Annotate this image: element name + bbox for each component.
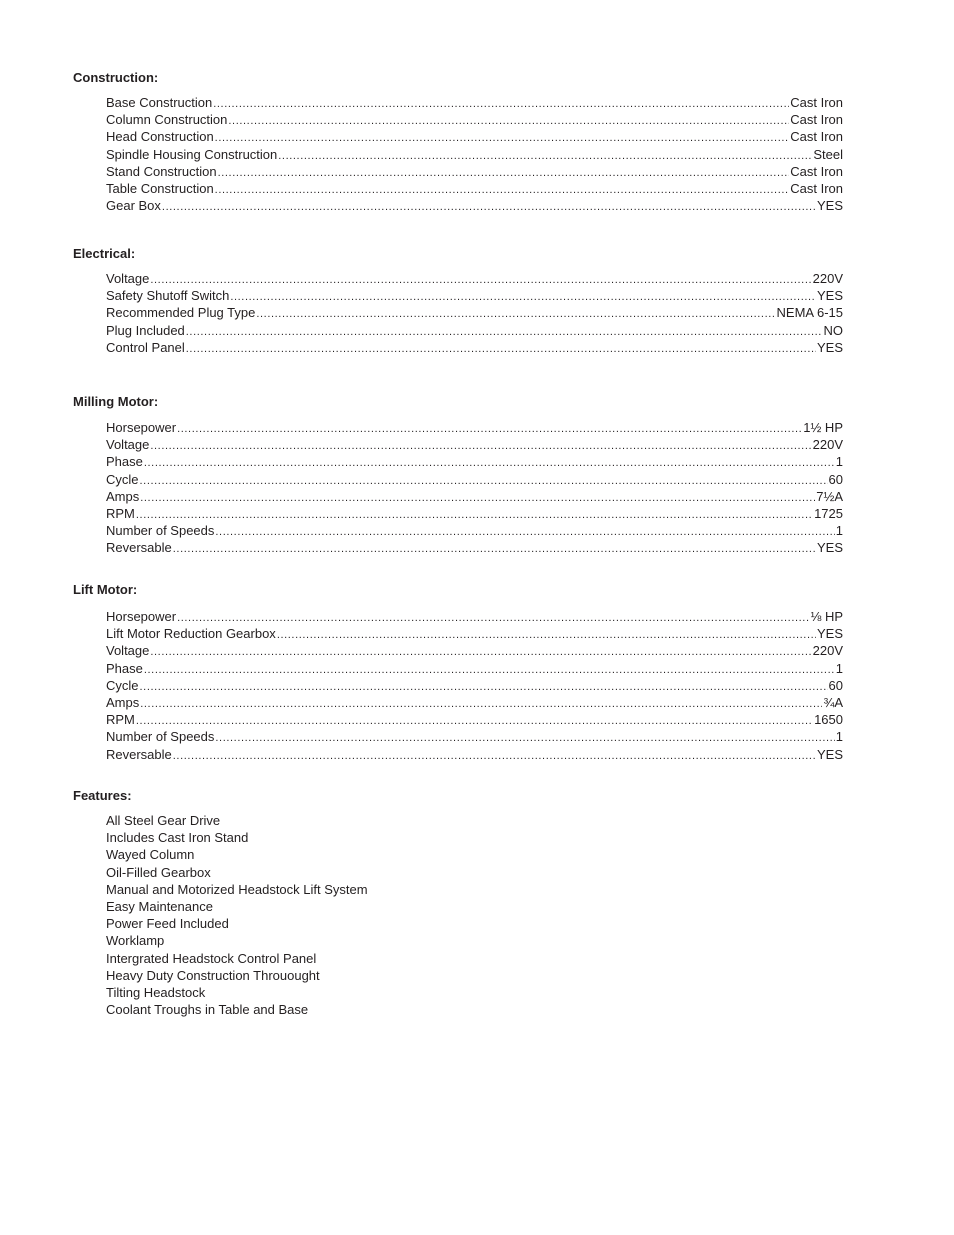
dot-leader — [173, 541, 816, 556]
spec-row — [106, 128, 843, 145]
dot-leader — [278, 148, 812, 163]
spec-label: Reversable — [106, 746, 172, 762]
dot-leader — [144, 455, 835, 470]
spec-value: 1725 — [814, 505, 843, 521]
dot-leader — [140, 473, 828, 488]
spec-row — [106, 197, 843, 214]
spec-label: Number of Speeds — [106, 729, 215, 745]
spec-value: YES — [816, 540, 843, 556]
dot-leader — [173, 748, 816, 763]
features-section — [73, 788, 843, 1018]
spec-row — [106, 180, 843, 197]
spec-label: Spindle Housing Construction — [106, 146, 278, 162]
dot-leader — [228, 113, 789, 128]
spec-label: Cycle — [106, 471, 139, 487]
dot-leader — [213, 96, 789, 111]
spec-row — [106, 660, 843, 677]
spec-label: Recommended Plug Type — [106, 305, 256, 321]
feature-item: Wayed Column — [106, 847, 195, 863]
spec-value: NEMA 6-15 — [776, 305, 843, 321]
spec-value: YES — [816, 288, 843, 304]
milling-motor-section — [73, 394, 843, 557]
dot-leader — [230, 289, 816, 304]
feature-item: Tilting Headstock — [106, 984, 206, 1000]
spec-label: Number of Speeds — [106, 523, 215, 539]
dot-leader — [177, 610, 809, 625]
spec-value: 1½ HP — [803, 420, 843, 435]
dot-leader — [140, 679, 828, 694]
dot-leader — [186, 324, 823, 339]
spec-row — [106, 539, 843, 556]
spec-value: YES — [816, 198, 843, 214]
spec-value: 1650 — [814, 712, 843, 728]
dot-leader — [215, 524, 834, 539]
spec-value: 220V — [812, 643, 843, 659]
feature-item: Oil-Filled Gearbox — [106, 864, 211, 880]
spec-value: Cast Iron — [790, 95, 843, 110]
spec-value: NO — [823, 322, 843, 338]
spec-label: Reversable — [106, 540, 172, 556]
spec-value: 220V — [812, 437, 843, 453]
dot-leader — [140, 696, 822, 711]
spec-label: Phase — [106, 454, 143, 470]
dot-leader — [218, 165, 790, 180]
spec-label: Control Panel — [106, 339, 185, 355]
spec-value: Steel — [813, 146, 843, 162]
spec-value: 220V — [812, 271, 843, 286]
features-heading: Features: — [73, 788, 132, 803]
lift-motor-list — [106, 608, 843, 763]
spec-row — [106, 694, 843, 711]
dot-leader — [177, 421, 802, 436]
spec-label: Amps — [106, 488, 140, 504]
dot-leader — [150, 272, 811, 287]
dot-leader — [277, 627, 816, 642]
dot-leader — [150, 644, 811, 659]
spec-row — [106, 436, 843, 453]
spec-label: Stand Construction — [106, 163, 217, 179]
spec-value: ¾A — [823, 694, 843, 710]
feature-item: Easy Maintenance — [106, 898, 213, 914]
construction-list — [106, 94, 843, 214]
dot-leader — [162, 199, 816, 214]
spec-label: Head Construction — [106, 129, 214, 145]
spec-label: Phase — [106, 660, 143, 676]
feature-item: Power Feed Included — [106, 916, 229, 932]
spec-label: Column Construction — [106, 112, 228, 128]
spec-label: Voltage — [106, 437, 150, 453]
spec-value: 60 — [828, 471, 843, 487]
electrical-section — [73, 246, 843, 356]
lift-motor-section — [73, 582, 843, 763]
dot-leader — [215, 130, 790, 145]
spec-label: RPM — [106, 712, 135, 728]
spec-value: 1 — [835, 660, 843, 676]
spec-label: RPM — [106, 505, 135, 521]
spec-label: Base Construction — [106, 95, 213, 110]
spec-label: Gear Box — [106, 198, 161, 214]
dot-leader — [186, 341, 816, 356]
spec-row — [106, 94, 843, 111]
features-list — [106, 812, 843, 1018]
spec-value: 7½A — [816, 488, 843, 504]
dot-leader — [215, 182, 790, 197]
lift-motor-heading: Lift Motor: — [73, 582, 138, 597]
spec-row — [106, 677, 843, 694]
spec-value: YES — [816, 339, 843, 355]
milling-motor-heading: Milling Motor: — [73, 394, 159, 409]
spec-label: Plug Included — [106, 322, 185, 338]
spec-row — [106, 642, 843, 659]
spec-label: Horsepower — [106, 609, 177, 624]
spec-label: Lift Motor Reduction Gearbox — [106, 626, 276, 642]
spec-row — [106, 505, 843, 522]
spec-row — [106, 146, 843, 163]
construction-section — [73, 70, 843, 214]
dot-leader — [140, 490, 815, 505]
milling-motor-list — [106, 419, 843, 557]
spec-row — [106, 728, 843, 745]
spec-label: Voltage — [106, 271, 150, 286]
spec-row — [106, 163, 843, 180]
spec-value: Cast Iron — [790, 112, 843, 128]
spec-row — [106, 339, 843, 356]
spec-value: Cast Iron — [790, 180, 843, 196]
spec-value: 1 — [835, 523, 843, 539]
feature-item: Includes Cast Iron Stand — [106, 830, 249, 846]
electrical-list — [106, 270, 843, 356]
feature-item: Heavy Duty Construction Throuought — [106, 967, 320, 983]
spec-row — [106, 287, 843, 304]
spec-label: Table Construction — [106, 180, 214, 196]
spec-row — [106, 608, 843, 625]
spec-row — [106, 522, 843, 539]
spec-label: Horsepower — [106, 420, 177, 435]
spec-row — [106, 453, 843, 470]
spec-row — [106, 471, 843, 488]
spec-row — [106, 625, 843, 642]
spec-label: Cycle — [106, 677, 139, 693]
spec-row — [106, 419, 843, 436]
feature-item: All Steel Gear Drive — [106, 813, 221, 828]
spec-value: YES — [816, 746, 843, 762]
feature-item: Coolant Troughs in Table and Base — [106, 1002, 309, 1018]
spec-value: Cast Iron — [790, 129, 843, 145]
spec-row — [106, 488, 843, 505]
spec-value: 60 — [828, 677, 843, 693]
electrical-heading: Electrical: — [73, 246, 136, 261]
spec-row — [106, 322, 843, 339]
spec-label: Voltage — [106, 643, 150, 659]
spec-row — [106, 270, 843, 287]
spec-row — [106, 304, 843, 321]
spec-value: ⅛ HP — [810, 609, 843, 624]
dot-leader — [150, 438, 811, 453]
feature-item: Worklamp — [106, 933, 165, 949]
dot-leader — [136, 507, 813, 522]
spec-value: YES — [816, 626, 843, 642]
dot-leader — [136, 713, 813, 728]
dot-leader — [256, 306, 775, 321]
spec-row — [106, 111, 843, 128]
spec-value: 1 — [835, 454, 843, 470]
spec-row — [106, 746, 843, 763]
construction-heading: Construction: — [73, 70, 159, 85]
spec-row — [106, 711, 843, 728]
dot-leader — [144, 662, 835, 677]
spec-label: Amps — [106, 694, 140, 710]
spec-value: Cast Iron — [790, 163, 843, 179]
feature-item: Manual and Motorized Headstock Lift System — [106, 881, 368, 897]
feature-item: Intergrated Headstock Control Panel — [106, 950, 317, 966]
spec-label: Safety Shutoff Switch — [106, 288, 230, 304]
spec-value: 1 — [835, 729, 843, 745]
dot-leader — [215, 730, 834, 745]
